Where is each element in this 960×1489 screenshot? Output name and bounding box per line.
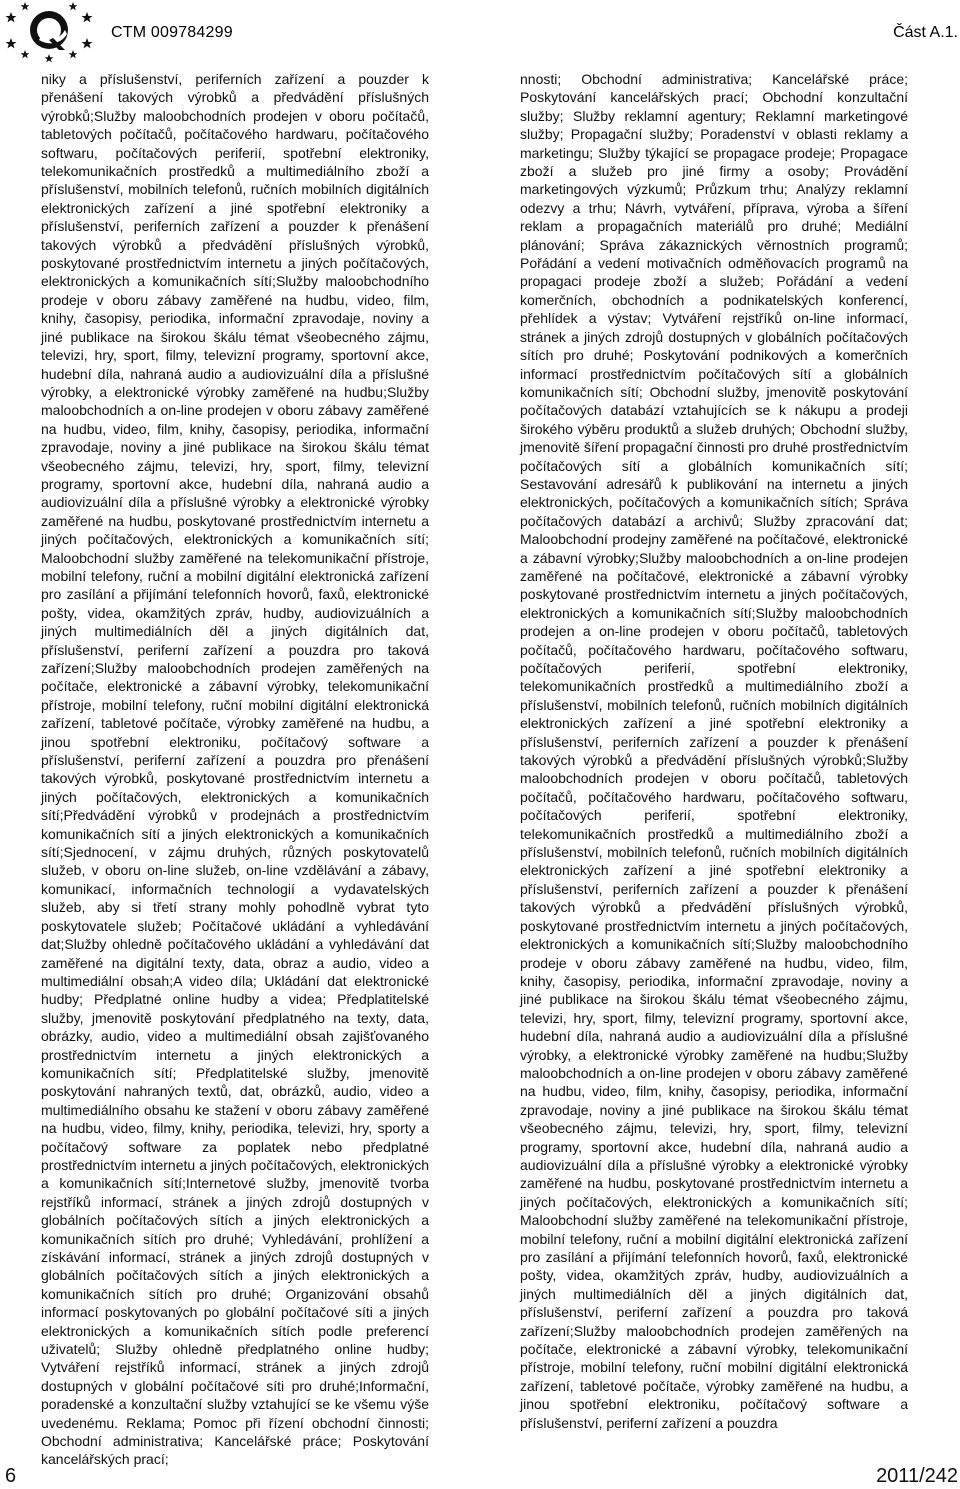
text-column-right [520, 70, 908, 1431]
column-text: nnosti; Obchodní administrativa; Kancelářské práce; Poskytování kancelářských prací; Obchodní konzultační služby; Služby reklamní agentury; Reklamní marketingové služby; Propagační služby; Poradenství v oblasti reklamy a marketingu; Služby týkající se propagace prodeje; Propagace zboží a služeb pro jiné firmy a osoby; Provádění marketingových výzkumů; Průzkum trhu; Analýzy reklamní odezvy a trhu; Návrh, vytváření, příprava, výroba a šíření reklam a propagačních materiálů pro druhé; Mediální plánování; Správa zákaznických věrnostních programů; Pořádání a vedení motivačních odměňovacích programů na propagaci prodeje zboží a služeb; Pořádání a vedení komerčních, obchodních a podnikatelských konferencí, přehlídek a výstav; Vytváření rejstříků on-line informací, stránek a jiných zdrojů dostupných v globálních počítačových sítích pro druhé; Poskytování podnikových a komerčních informací prostřednictvím počítačových sítí a globálních komunikačních sítí; Obchodní služby, jmenovitě poskytování počítačových databází vztahujících se k nákupu a prodeji širokého výběru produktů a služeb druhých; Obchodní služby, jmenovitě šíření propagační činnosti pro druhé prostřednictvím počítačových sítí a globálních komunikačních sítí; Sestavování adresářů k publikování na internetu a jiných elektronických, počítačových a komunikačních sítích; Správa počítačových databází a archivů; Služby zpracování dat; Maloobchodní prodejny zaměřené na počítačové, elektronické a zábavní výrobky;Služby maloobchodních a on-line prodejen zaměřené na počítačové, elektronické a zábavní výrobky poskytované prostřednictvím internetu a jiných počítačových, elektronických a komunikačních sítí;Služby maloobchodních prodejen a on-line prodejen v oboru počítačů, tabletových počítačů, počítačového hardwaru, počítačového softwaru, počítačových periferií, spotřební elektroniky, telekomunikačních prostředků a multimediálního zboží a příslušenství, mobilních telefonů, ručních mobilních digitálních elektronických zařízení a jiné spotřební elektroniky a příslušenství, periferních zařízení a pouzder k přenášení takových výrobků a předvádění příslušných výrobků;Služby maloobchodních prodejen v oboru počítačů, tabletových počítačů, počítačového hardwaru, počítačového softwaru, počítačových periferií, spotřební elektroniky, telekomunikačních prostředků a multimediálního zboží a příslušenství, mobilních telefonů, ručních mobilních digitálních elektronických zařízení a jiné spotřební elektroniky a příslušenství, periferních zařízení a pouzder k přenášení takových výrobků a předvádění příslušných výrobků, poskytované prostřednictvím internetu a jiných počítačových, elektronických a komunikačních sítí;Služby maloobchodního prodeje v oboru zábavy zaměřené na hudbu, video, film, knihy, časopisy, periodika, informační zpravodaje, noviny a jiné publikace na širokou škálu témat všeobecného zájmu, televizi, hry, sport, filmy, televizní programy, sportovní akce, hudební díla, nahraná audio a audiovizuální díla a příslušné výrobky, a elektronické výrobky zaměřené na hudbu;Služby maloobchodních a on-line prodejen v oboru zábavy zaměřené na hudbu, video, film, knihy, časopisy, periodika, informační zpravodaje, noviny a jiné publikace na širokou škálu témat všeobecného zájmu, televizi, hry, sport, filmy, televizní programy, sportovní akce, hudební díla, nahraná audio a audiovizuální díla a příslušné výrobky a elektronické výrobky zaměřené na hudbu, poskytované prostřednictvím internetu a jiných počítačových, elektronických a komunikačních sítí; Maloobchodní služby zaměřené na telekomunikační přístroje, mobilní telefony, ruční a mobilní digitální elektronická zařízení pro zasílání a přijímání telefonních hovorů, faxů, elektronické pošty, videa, okamžitých zpráv, hudby, audiovizuálních a jiných multimediálních děl a jiných digitálních dat, příslušenství, periferní zařízení a pouzdra pro taková zařízení;Služby maloobchodních prodejen zaměřených na počítače, elektronické a zábavní výrobky, telekomunikační přístroje, mobilní telefony, ruční mobilní digitální elektronická zařízení, tabletové počítače, výrobky zaměřené na hudbu, a jinou spotřební elektroniku, počítačový software a příslušenství, periferní zařízení a pouzdra [520, 71, 908, 1431]
issue-number: 2011/242 [876, 1465, 958, 1487]
document-id: CTM 009784299 [111, 24, 233, 41]
eu-trademark-emblem-icon [3, 0, 95, 64]
page-number: 6 [5, 1465, 17, 1487]
section-label: Část A.1. [893, 24, 958, 41]
column-text: niky a příslušenství, periferních zařízení a pouzder k přenášení takových výrobků a předvádění příslušných výrobků;Služby maloobchodních prodejen v oboru počítačů, tabletových počítačů, počítačového hardwaru, počítačového softwaru, počítačových periferií, spotřební elektroniky, telekomunikačních prostředků a multimediálního zboží a příslušenství, mobilních telefonů, ručních mobilních digitálních elektronických zařízení a jiné spotřební elektroniky a příslušenství, periferních zařízení a pouzder k přenášení takových výrobků a předvádění příslušných výrobků, poskytované prostřednictvím internetu a jiných počítačových, elektronických a komunikačních sítí;Služby maloobchodního prodeje v oboru zábavy zaměřené na hudbu, video, film, knihy, časopisy, periodika, informační zpravodaje, noviny a jiné publikace na širokou škálu témat všeobecného zájmu, televizi, hry, sport, filmy, televizní programy, sportovní akce, hudební díla, nahraná audio a audiovizuální díla a příslušné výrobky, a elektronické výrobky zaměřené na hudbu;Služby maloobchodních a on-line prodejen v oboru zábavy zaměřené na hudbu, video, film, knihy, časopisy, periodika, informační zpravodaje, noviny a jiné publikace na širokou škálu témat všeobecného zájmu, televizi, hry, sport, filmy, televizní programy, sportovní akce, hudební díla, nahraná audio a audiovizuální díla a příslušné výrobky a elektronické výrobky zaměřené na hudbu, poskytované prostřednictvím internetu a jiných počítačových, elektronických a komunikačních sítí; Maloobchodní služby zaměřené na telekomunikační přístroje, mobilní telefony, ruční a mobilní digitální elektronická zařízení pro zasílání a přijímání telefonních hovorů, faxů, elektronické pošty, videa, okamžitých zpráv, hudby, audiovizuálních a jiných multimediálních děl a jiných digitálních dat, příslušenství, periferní zařízení a pouzdra pro taková zařízení;Služby maloobchodních prodejen zaměřených na počítače, elektronické a zábavní výrobky, telekomunikační přístroje, mobilní telefony, ruční mobilní digitální elektronická zařízení, tabletové počítače, výrobky zaměřené na hudbu, a jinou spotřební elektroniku, počítačový software a příslušenství, periferní zařízení a pouzdra pro přenášení takových výrobků, poskytované prostřednictvím internetu a jiných počítačových, elektronických a komunikačních sítí;Předvádění výrobků v prodejnách a prostřednictvím komunikačních sítí a jiných elektronických a komunikačních sítí;Sjednocení, v zájmu druhých, různých poskytovatelů služeb, v oboru on-line služeb, on-line vzdělávání a zábavy, komunikací, informačních technologií a vydavatelských služeb, aby si třetí strany mohly pohodlně vybrat tyto poskytovatele služeb; Počítačové ukládání a vyhledávání dat;Služby ohledně počítačového ukládání a vyhledávání dat zaměřené na digitální texty, data, obraz a audio, video a multimediální obsah;A video díla; Ukládání dat elektronické hudby; Předplatné online hudby a videa; Předplatitelské služby, jmenovitě poskytování předplatného na texty, data, obrázky, audio, video a multimediální obsah zajišťovaného prostřednictvím internetu a jiných elektronických a komunikačních sítí; Předplatitelské služby, jmenovitě poskytování nahraných textů, dat, obrázků, audio, video a multimediálního obsahu ke stažení v oboru zábavy zaměřené na hudbu, video, filmy, knihy, periodika, televizi, hry, sporty a počítačový software za poplatek nebo předplatné prostřednictvím internetu a jiných počítačových, elektronických a komunikačních sítí;Internetové služby, jmenovitě tvorba rejstříků informací, stránek a jiných zdrojů dostupných v globálních počítačových sítích a jiných elektronických a komunikačních sítích pro druhé; Vyhledávání, prohlížení a získávání informací, stránek a jiných zdrojů dostupných v globálních počítačových sítích a jiných elektronických a komunikačních sítích pro druhé; Organizování obsahů informací poskytovaných po globální počítačové síti a jiných elektronických a komunikačních sítích podle preferencí uživatelů; Služby ohledně předplatného online hudby; Vytváření rejstříků informací, stránek a jiných zdrojů dostupných v globální počítačové síti pro druhé;Informační, poradenské a konzultační služby vztahující se ke všemu výše uvedenému. Reklama; Pomoc při řízení obchodní činnosti; Obchodní administrativa; Kancelářské práce; Poskytování kancelářských prací; [41, 71, 429, 1468]
text-column-left [41, 70, 429, 1468]
